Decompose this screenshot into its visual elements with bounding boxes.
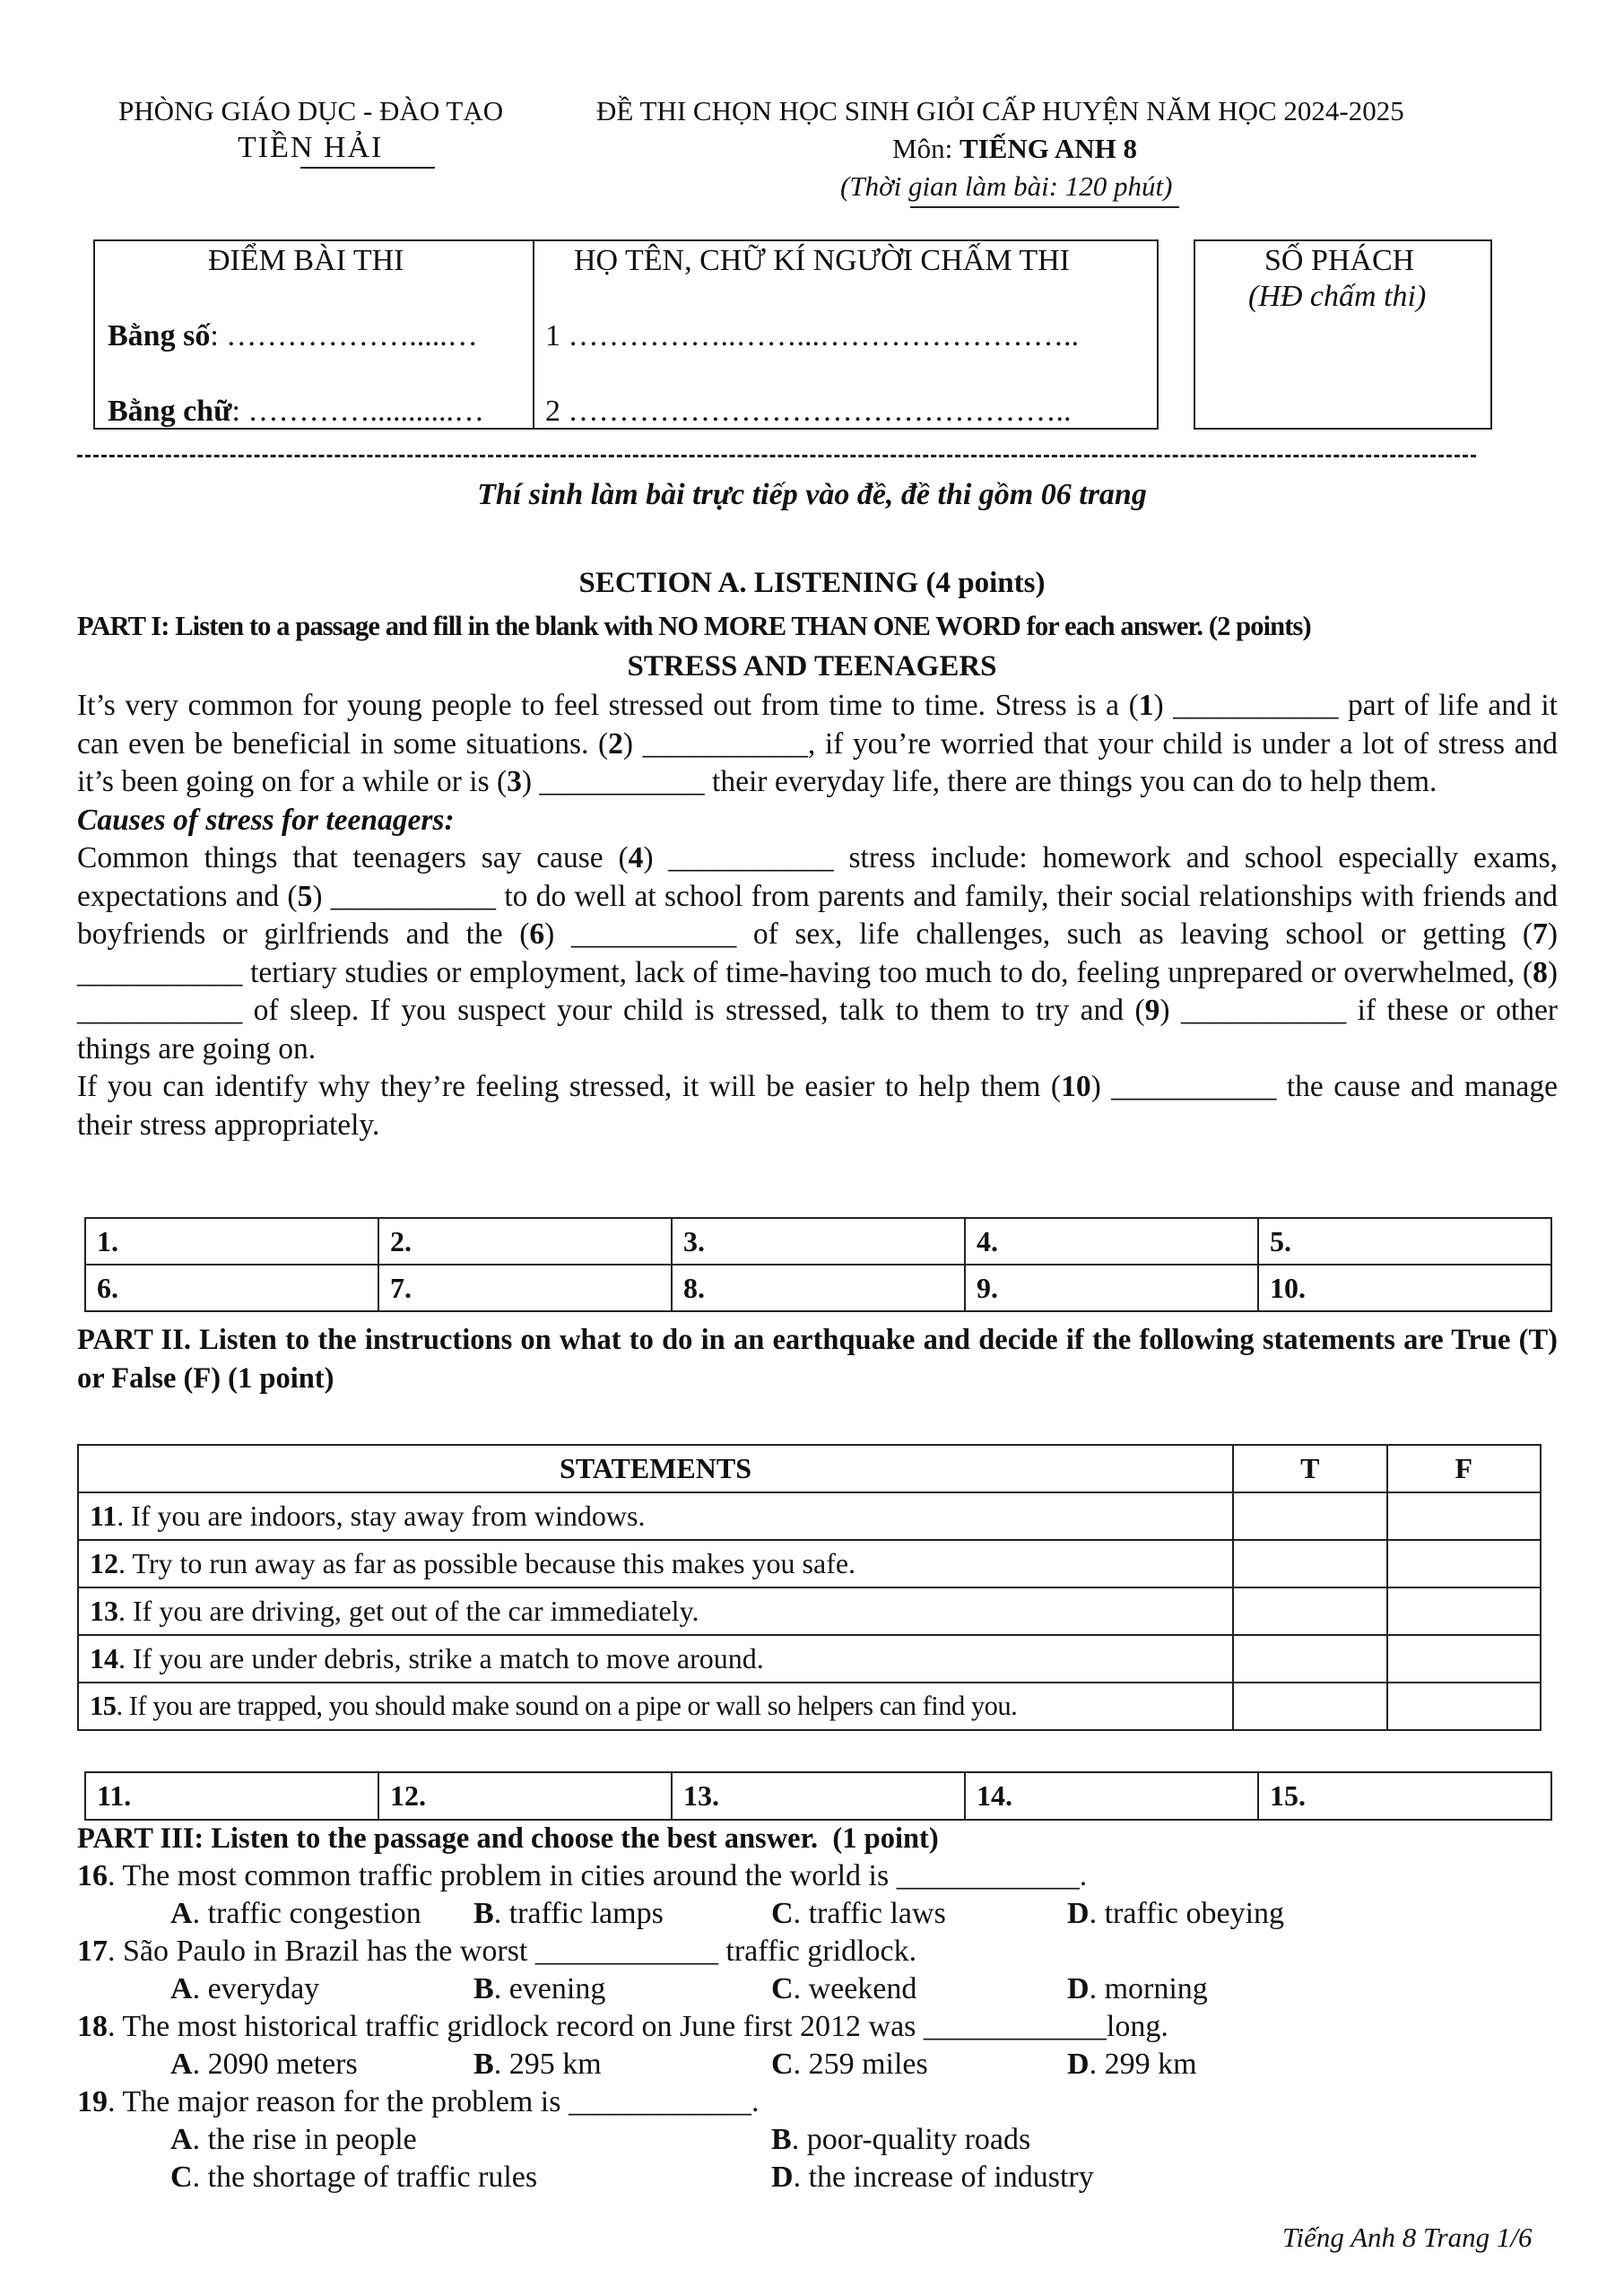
answer-cell[interactable]: 6. <box>85 1265 378 1311</box>
section-a-title: SECTION A. LISTENING (4 points) <box>578 567 1046 599</box>
false-checkbox[interactable] <box>1387 1587 1541 1635</box>
answer-cell[interactable]: 13. <box>672 1772 965 1820</box>
code-box-subtitle: (HĐ chấm thi) <box>1248 280 1427 313</box>
exam-title: ĐỀ THI CHỌN HỌC SINH GIỎI CẤP HUYỆN NĂM HỌC 2024-2025 <box>596 95 1404 126</box>
answer-cell[interactable]: 4. <box>965 1218 1258 1265</box>
true-checkbox[interactable] <box>1233 1492 1387 1540</box>
false-checkbox[interactable] <box>1387 1635 1541 1683</box>
option-b[interactable]: B. evening <box>473 1972 606 2005</box>
question-19: 19. The major reason for the problem is ____________. <box>77 2085 760 2118</box>
true-checkbox[interactable] <box>1233 1635 1387 1683</box>
option-a[interactable]: A. the rise in people <box>170 2123 417 2156</box>
score-by-number: Bằng số: ……………….....… <box>108 319 478 352</box>
answer-cell[interactable]: 3. <box>672 1218 965 1265</box>
option-c[interactable]: C. the shortage of traffic rules <box>170 2161 538 2194</box>
grader-line-2: 2 ………………………………………….. <box>545 395 1072 428</box>
option-c[interactable]: C. 259 miles <box>771 2048 928 2081</box>
district-name: TIỀN HẢI <box>238 131 384 164</box>
option-c[interactable]: C. traffic laws <box>771 1897 946 1930</box>
answer-cell[interactable]: 5. <box>1258 1218 1551 1265</box>
time-underline <box>910 206 1179 208</box>
option-b[interactable]: B. poor-quality roads <box>771 2123 1031 2156</box>
passage <box>77 687 1558 1144</box>
grader-line-1: 1 ……………..……...…………………….. <box>545 319 1079 352</box>
page-footer: Tiếng Anh 8 Trang 1/6 <box>1282 2222 1533 2253</box>
passage-title: STRESS AND TEENAGERS <box>627 650 997 683</box>
true-checkbox[interactable] <box>1233 1587 1387 1635</box>
statement-row: 11. If you are indoors, stay away from windows. <box>78 1492 1541 1540</box>
true-checkbox[interactable] <box>1233 1540 1387 1587</box>
passage-paragraph-3: If you can identify why they’re feeling stressed, it will be easier to help them (10) ___________ the cause and manage their stress appropriately. <box>77 1070 1558 1142</box>
grader-box-title: HỌ TÊN, CHỮ KÍ NGƯỜI CHẤM THI <box>574 244 1070 277</box>
subject-line: Môn: TIẾNG ANH 8 <box>892 133 1138 164</box>
answer-grid-part1 <box>84 1217 1552 1312</box>
statements-table <box>77 1444 1541 1731</box>
option-d[interactable]: D. 299 km <box>1067 2048 1197 2081</box>
code-box-title: SỐ PHÁCH <box>1264 244 1415 277</box>
part2-title: PART II. Listen to the instructions on what to do in an earthquake and decide if the following statements are True (T) or False (F) (1 point) <box>77 1324 1558 1395</box>
question-16: 16. The most common traffic problem in cities around the world is ____________. <box>77 1859 1088 1892</box>
statement-row: 14. If you are under debris, strike a match to move around. <box>78 1635 1541 1683</box>
answer-cell[interactable]: 1. <box>85 1218 378 1265</box>
statement-row: 12. Try to run away as far as possible because this makes you safe. <box>78 1540 1541 1587</box>
exam-time: (Thời gian làm bài: 120 phút) <box>840 170 1173 202</box>
part1-title: PART I: Listen to a passage and fill in the blank with NO MORE THAN ONE WORD for each answer. (2 points) <box>77 611 1311 641</box>
box-divider <box>533 241 534 428</box>
answer-grid-part2 <box>84 1771 1552 1821</box>
passage-paragraph-2: Common things that teenagers say cause (4) ___________ stress include: homework and school especially exams, expectations and (5) ___________ to do well at school from parents and family, their social relationships with friends and boyfriends or girlfriends and the (6) ___________ of sex, life challenges, such as leaving school or getting (7) ___________ tertiary studies or employment, lack of time-having too much to do, feeling unprepared or overwhelmed, (8) ___________ of sleep. If you suspect your child is stressed, talk to them to try and (9) ___________ if these or other things are going on. <box>77 841 1559 1065</box>
false-checkbox[interactable] <box>1387 1540 1541 1587</box>
true-checkbox[interactable] <box>1233 1683 1387 1730</box>
question-17: 17. São Paulo in Brazil has the worst ____________ traffic gridlock. <box>77 1935 917 1968</box>
option-b[interactable]: B. traffic lamps <box>473 1897 664 1930</box>
option-a[interactable]: A. 2090 meters <box>170 2048 358 2081</box>
district-underline <box>300 167 435 169</box>
option-d[interactable]: D. traffic obeying <box>1067 1897 1285 1930</box>
option-b[interactable]: B. 295 km <box>473 2048 602 2081</box>
false-header: F <box>1387 1445 1541 1492</box>
department-name: PHÒNG GIÁO DỤC - ĐÀO TẠO <box>118 95 504 126</box>
answer-cell[interactable]: 9. <box>965 1265 1258 1311</box>
false-checkbox[interactable] <box>1387 1683 1541 1730</box>
passage-paragraph-1: It’s very common for young people to feel stressed out from time to time. Stress is a (1) ___________ part of life and it can even be beneficial in some situations. (2) ___________, if you’re worried that your child is under a lot of stress and it’s been going on for a while or is (3) ___________ their everyday life, there are things you can do to help them. <box>77 689 1558 798</box>
true-header: T <box>1233 1445 1387 1492</box>
answer-cell[interactable]: 7. <box>378 1265 672 1311</box>
answer-cell[interactable]: 14. <box>965 1772 1258 1820</box>
answer-cell[interactable]: 15. <box>1258 1772 1551 1820</box>
answer-cell[interactable]: 12. <box>378 1772 672 1820</box>
score-by-words: Bằng chữ: …………...........… <box>108 395 484 428</box>
cut-line <box>77 455 1476 457</box>
option-d[interactable]: D. the increase of industry <box>771 2161 1094 2194</box>
subject-name: TIẾNG ANH 8 <box>959 133 1138 164</box>
part3-title: PART III: Listen to the passage and choose the best answer. (1 point) <box>77 1822 939 1855</box>
answer-cell[interactable]: 10. <box>1258 1265 1551 1311</box>
answer-cell[interactable]: 8. <box>672 1265 965 1311</box>
score-box-title: ĐIỂM BÀI THI <box>208 244 404 277</box>
notice: Thí sinh làm bài trực tiếp vào đề, đề thi gồm 06 trang <box>477 478 1147 511</box>
statements-header: STATEMENTS <box>78 1445 1233 1492</box>
option-a[interactable]: A. everyday <box>170 1972 320 2005</box>
statement-row: 13. If you are driving, get out of the car immediately. <box>78 1587 1541 1635</box>
causes-heading: Causes of stress for teenagers: <box>77 803 455 837</box>
option-c[interactable]: C. weekend <box>771 1972 917 2005</box>
option-a[interactable]: A. traffic congestion <box>170 1897 421 1930</box>
answer-cell[interactable]: 11. <box>85 1772 378 1820</box>
option-d[interactable]: D. morning <box>1067 1972 1208 2005</box>
answer-cell[interactable]: 2. <box>378 1218 672 1265</box>
question-18: 18. The most historical traffic gridlock record on June first 2012 was ____________long. <box>77 2010 1168 2043</box>
statement-row: 15. If you are trapped, you should make sound on a pipe or wall so helpers can find you. <box>78 1683 1541 1730</box>
false-checkbox[interactable] <box>1387 1492 1541 1540</box>
